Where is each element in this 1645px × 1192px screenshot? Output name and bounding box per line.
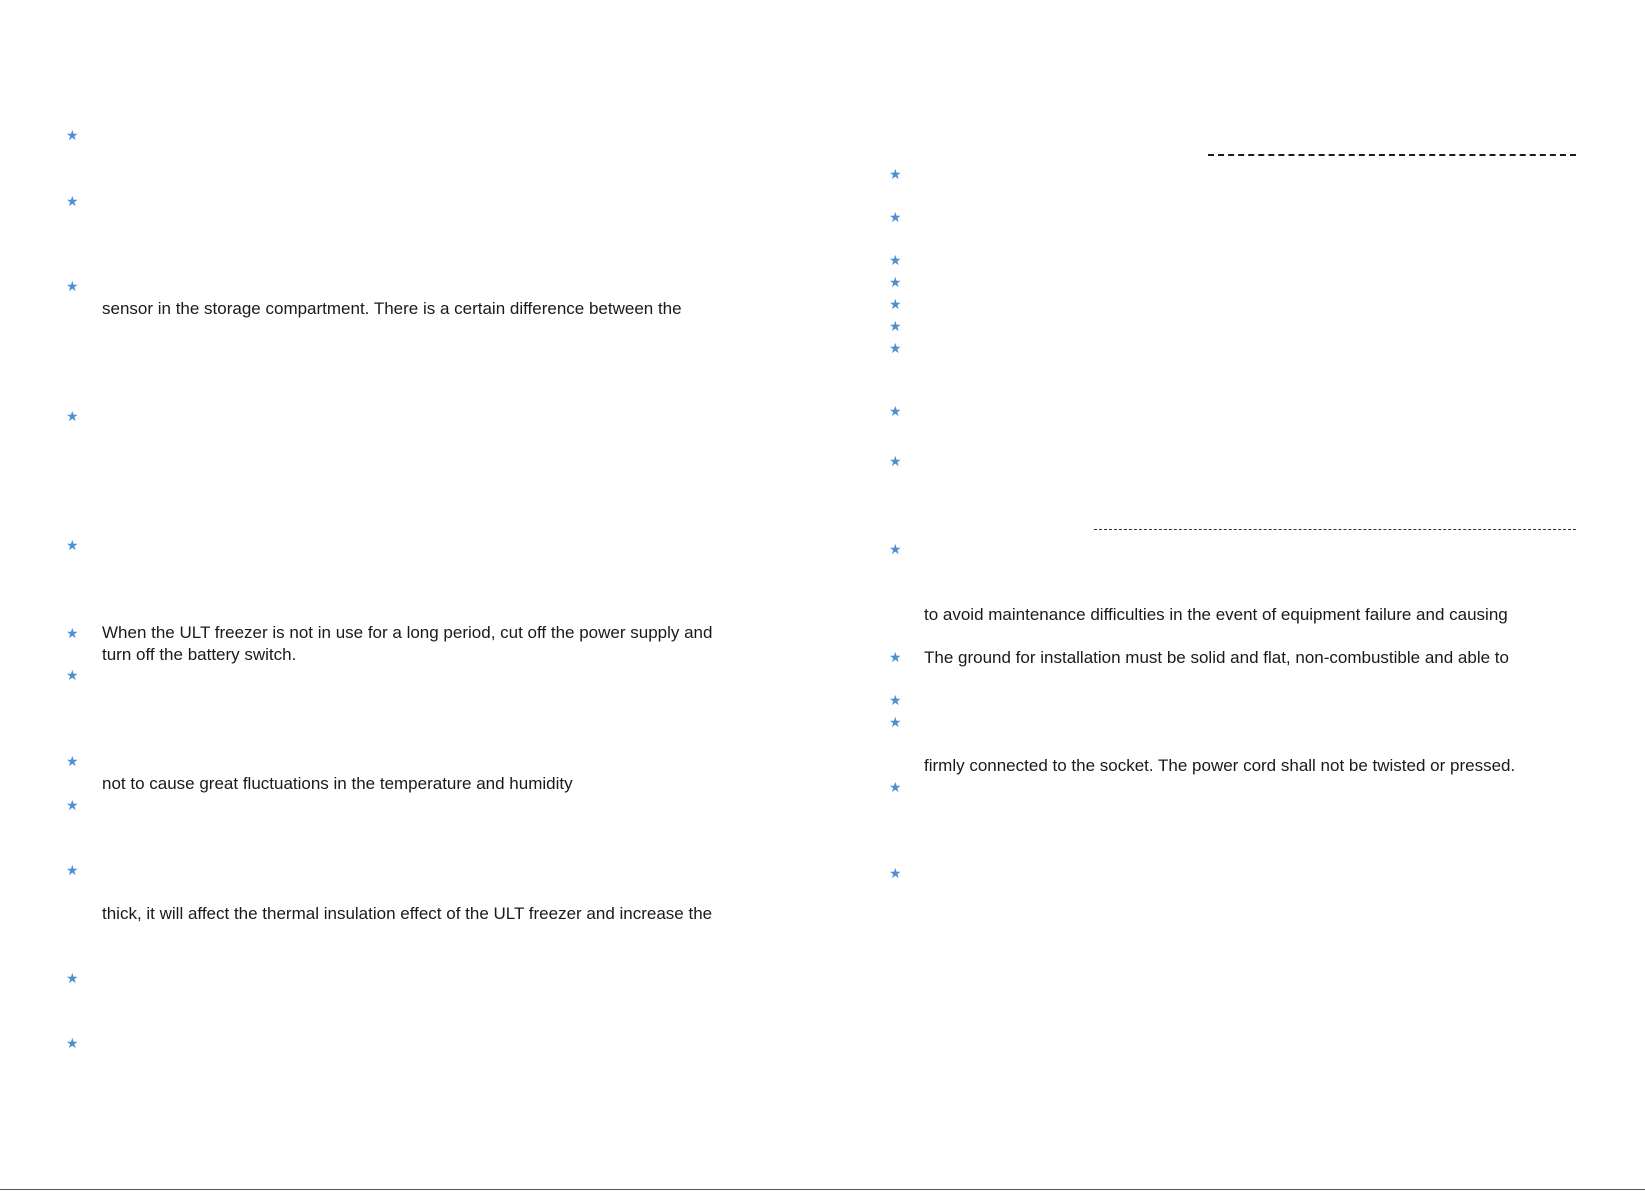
star-icon: ★	[66, 128, 79, 144]
page-bottom-rule	[0, 1189, 1645, 1190]
star-icon: ★	[889, 167, 902, 183]
star-icon: ★	[889, 297, 902, 313]
star-icon: ★	[889, 780, 902, 796]
star-icon: ★	[889, 542, 902, 558]
star-icon: ★	[66, 754, 79, 770]
star-icon: ★	[66, 538, 79, 554]
right-text-line: firmly connected to the socket. The power cord shall not be twisted or pressed.	[924, 756, 1516, 775]
star-icon: ★	[889, 650, 902, 666]
left-text-line: When the ULT freezer is not in use for a long period, cut off the power supply and	[102, 623, 713, 642]
star-icon: ★	[889, 319, 902, 335]
star-icon: ★	[889, 404, 902, 420]
star-icon: ★	[889, 210, 902, 226]
star-icon: ★	[66, 409, 79, 425]
star-icon: ★	[889, 275, 902, 291]
star-icon: ★	[66, 1036, 79, 1052]
star-icon: ★	[889, 866, 902, 882]
leader-line	[1208, 154, 1576, 156]
left-text-line: turn off the battery switch.	[102, 645, 297, 664]
star-icon: ★	[66, 279, 79, 295]
right-text-line: The ground for installation must be solid and flat, non-combustible and able to	[924, 648, 1509, 667]
star-icon: ★	[889, 341, 902, 357]
star-icon: ★	[66, 863, 79, 879]
star-icon: ★	[889, 715, 902, 731]
star-icon: ★	[66, 626, 79, 642]
leader-line	[1094, 529, 1576, 530]
star-icon: ★	[889, 454, 902, 470]
left-text-line: sensor in the storage compartment. There is a certain difference between the	[102, 299, 682, 318]
left-text-line: thick, it will affect the thermal insulation effect of the ULT freezer and increase the	[102, 904, 713, 923]
star-icon: ★	[66, 668, 79, 684]
star-icon: ★	[66, 194, 79, 210]
star-icon: ★	[66, 971, 79, 987]
star-icon: ★	[889, 253, 902, 269]
right-text-line: to avoid maintenance difficulties in the event of equipment failure and causing	[924, 605, 1508, 624]
star-icon: ★	[66, 798, 79, 814]
star-icon: ★	[889, 693, 902, 709]
left-text-line: not to cause great fluctuations in the temperature and humidity	[102, 774, 573, 793]
